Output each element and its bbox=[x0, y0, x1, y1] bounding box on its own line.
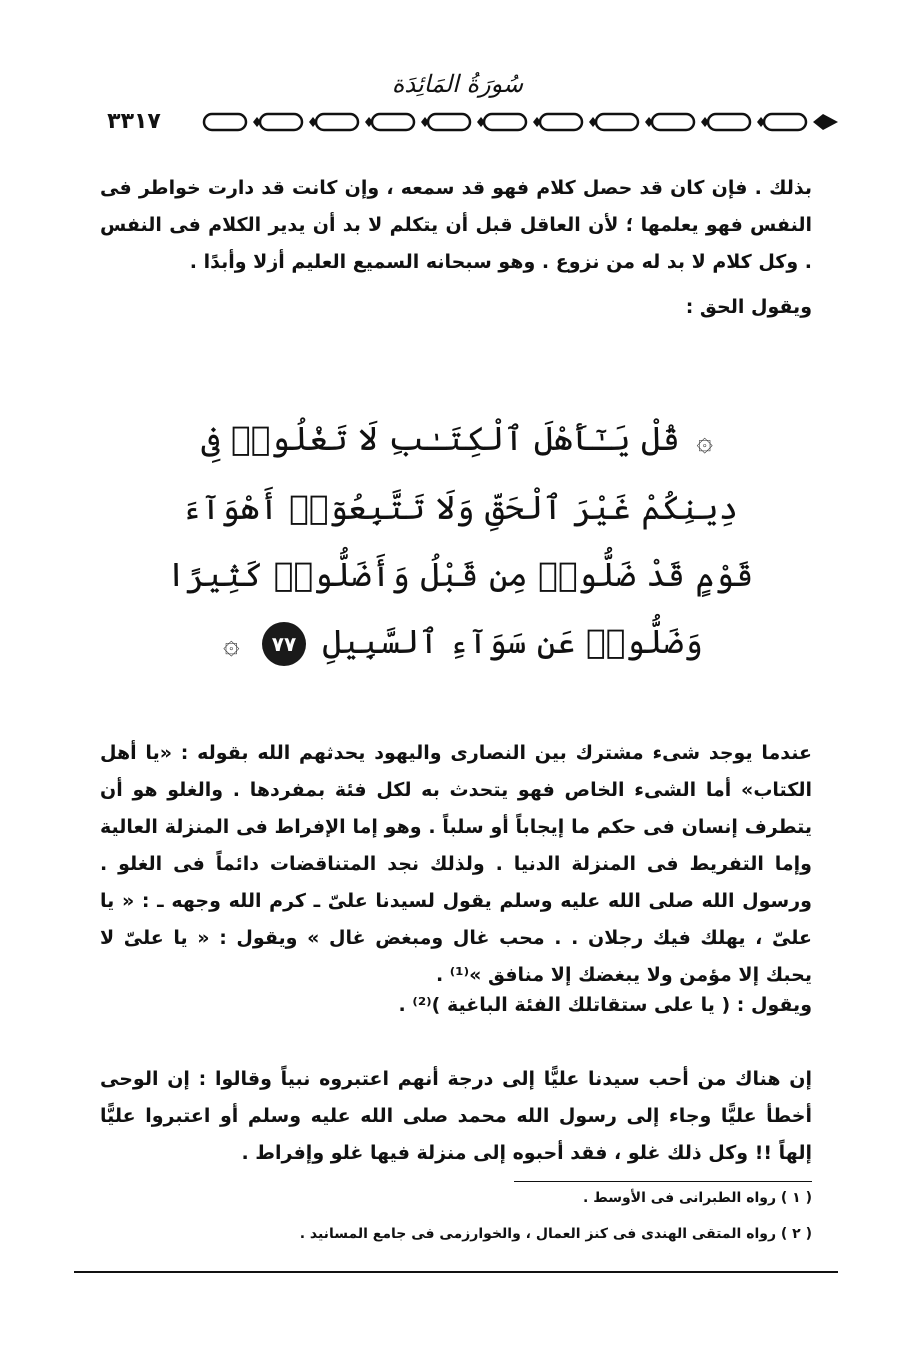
commentary-paragraph-2: ويقول : ( يا على ستقاتلك الفئة الباغية )⁽²⁾ . bbox=[398, 994, 812, 1016]
ayah-number-badge: ٧٧ bbox=[262, 622, 306, 666]
quran-verse bbox=[150, 405, 770, 677]
verse-text: قُلْ يَـٰٓأَهْلَ ٱلْكِتَـٰبِ لَا تَغْلُوا۟ فِى دِينِكُمْ غَيْرَ ٱلْحَقِّ وَلَا تَتَّبِعُوٓا۟ أَهْوَآءَ قَوْمٍ قَدْ ضَلُّوا۟ مِن قَبْلُ وَأَضَلُّوا۟ كَثِيرًا وَضَلُّوا۟ عَن سَوَآءِ ٱلسَّبِيلِ bbox=[166, 419, 754, 661]
page-number: ٣٣١٧ bbox=[74, 108, 194, 136]
footnote-2: ( ٢ ) رواه المتقى الهندى فى كنز العمال ، والخوارزمى فى جامع المسانيد . bbox=[299, 1226, 812, 1242]
commentary-paragraph-3: إن هناك من أحب سيدنا عليًّا إلى درجة أنهم اعتبروه نبياً وقالوا : إن الوحى أخطأ عليًّا وجاء إلى رسول الله محمد صلى الله عليه وسلم أو اعتبروا عليًّا إلهاً !! وكل ذلك غلو ، فقد أحبوه إلى منزلة فيها غلو وإفراط . bbox=[100, 1068, 812, 1164]
surah-title: سُورَةُ المَائِدَة bbox=[391, 70, 524, 98]
intro-paragraph: بذلك . فإن كان قد حصل كلام فهو قد سمعه ، وإن كانت قد دارت خواطر فى النفس فهو يعلمها ؛ لأن العاقل قبل أن يتكلم لا بد أن يدير الكلام فى النفس . وكل كلام لا بد له من نزوع . وهو سبحانه السميع العليم أزلا وأبدًا . bbox=[100, 177, 812, 273]
commentary-paragraph-1: عندما يوجد شىء مشترك بين النصارى واليهود يحدثهم الله بقوله : «يا أهل الكتاب» أما الشىء الخاص فهو يتحدث به لكل فئة بمفردها . والغلو هو أن يتطرف إنسان فى حكم ما إيجاباً أو سلباً . وهو إما الإفراط فى المنزلة العالية وإما التفريط فى المنزلة الدنيا . ولذلك نجد المتناقضات دائماً فى الغلو . ورسول الله صلى الله عليه وسلم يقول لسيدنا علىّ ـ كرم الله وجهه ـ : « يا علىّ ، يهلك فيك رجلان . . محب غال ومبغض غال » ويقول : « يا علىّ لا يحبك إلا مؤمن ولا يبغضك إلا منافق »⁽¹⁾ . bbox=[100, 742, 812, 986]
verse-intro: ويقول الحق : bbox=[685, 296, 812, 318]
footnote-separator bbox=[514, 1181, 812, 1182]
bottom-rule bbox=[74, 1271, 838, 1273]
verse-start-ornament-icon: ۞ bbox=[696, 424, 713, 457]
footnote-1: ( ١ ) رواه الطبرانى فى الأوسط . bbox=[583, 1190, 812, 1206]
verse-end-ornament-icon: ۞ bbox=[223, 627, 240, 660]
